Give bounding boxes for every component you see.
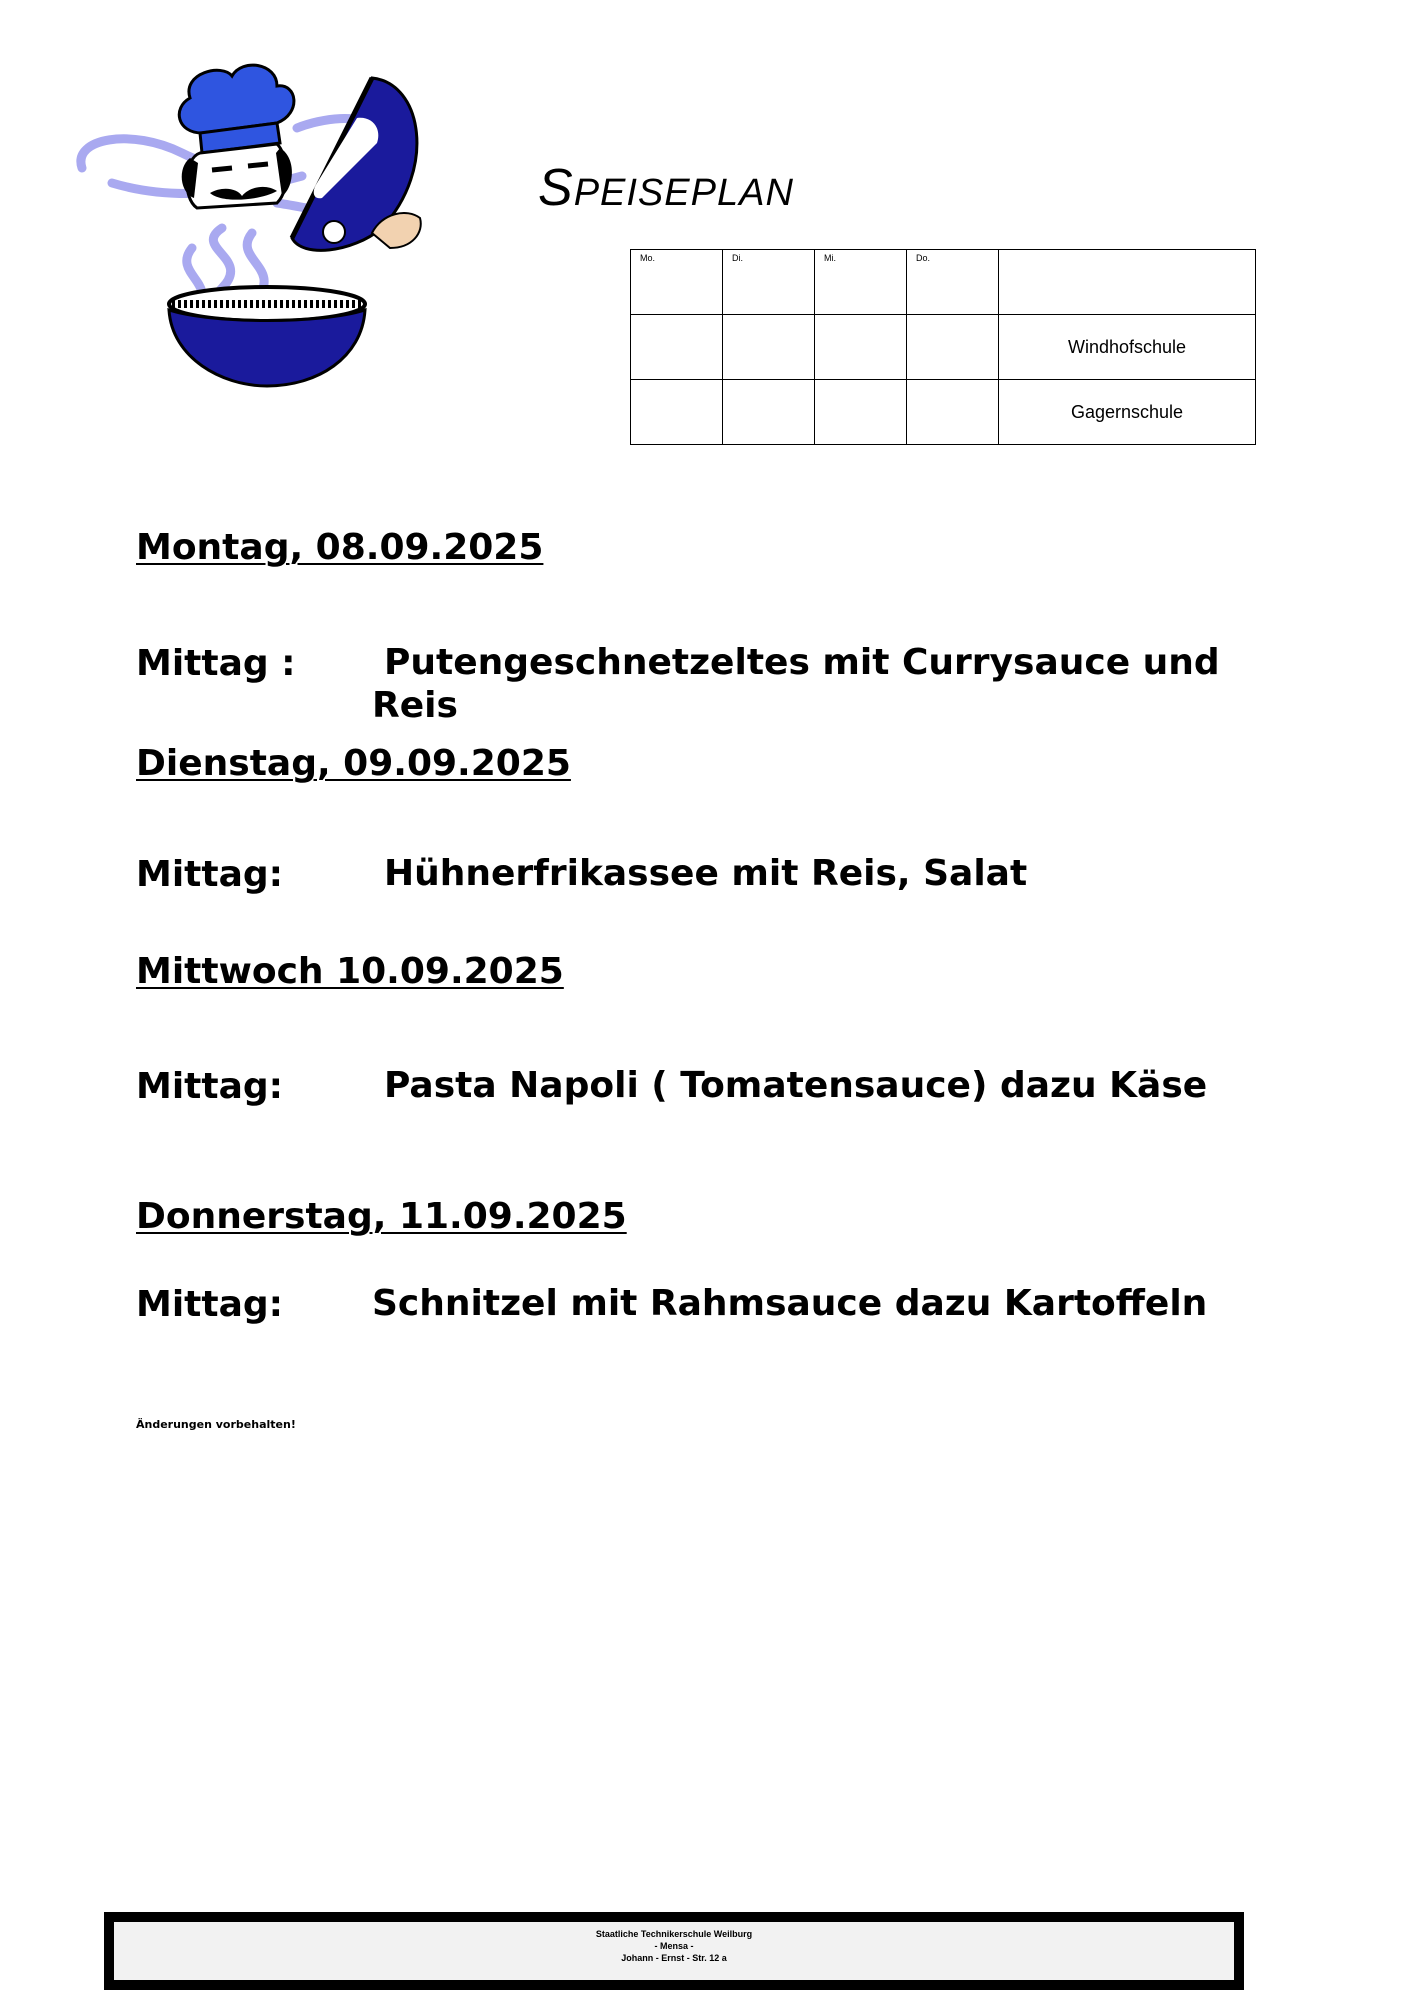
school-cell-empty	[999, 250, 1256, 315]
dish-wednesday: Pasta Napoli ( Tomatensauce) dazu Käse	[384, 1065, 1208, 1106]
footer-box	[104, 1912, 1244, 1990]
footer-school-name: Staatliche Technikerschule Weilburg	[595, 1929, 753, 1939]
day-heading-thursday: Donnerstag, 11.09.2025	[136, 1196, 627, 1237]
school-name-gagern: Gagernschule	[999, 380, 1256, 445]
day-heading-wednesday: Mittwoch 10.09.2025	[136, 951, 564, 992]
dish-thursday: Schnitzel mit Rahmsauce dazu Kartoffeln	[372, 1283, 1208, 1324]
meal-label-wednesday: Mittag:	[136, 1066, 284, 1107]
dish-monday-line1: Putengeschnetzeltes mit Currysauce und	[384, 642, 1220, 683]
meal-label-monday: Mittag :	[136, 643, 296, 684]
grill-lid-icon	[292, 78, 421, 250]
dish-tuesday: Hühnerfrikassee mit Reis, Salat	[384, 853, 1028, 894]
day-heading-monday: Montag, 08.09.2025	[136, 527, 544, 568]
day-cell-mo: Mo.	[631, 250, 723, 315]
school-day-table	[630, 249, 1256, 445]
grill-bowl-icon	[169, 287, 365, 386]
footer-address: Johann - Ernst - Str. 12 a	[621, 1953, 727, 1963]
chef-grill-logo	[72, 58, 462, 388]
page-title: SPEISEPLAN	[538, 159, 794, 217]
chef-face-icon	[182, 144, 292, 208]
day-cell-mi: Mi.	[815, 250, 907, 315]
day-cell-di: Di.	[723, 250, 815, 315]
meal-label-tuesday: Mittag:	[136, 854, 284, 895]
footer-mensa: - Mensa -	[654, 1941, 694, 1951]
changes-note: Änderungen vorbehalten!	[136, 1418, 296, 1431]
meal-label-thursday: Mittag:	[136, 1284, 284, 1325]
day-cell-do: Do.	[907, 250, 999, 315]
chef-hat-icon	[179, 65, 294, 153]
school-name-windhof: Windhofschule	[999, 315, 1256, 380]
dish-monday-line2: Reis	[372, 685, 458, 726]
day-heading-tuesday: Dienstag, 09.09.2025	[136, 743, 571, 784]
